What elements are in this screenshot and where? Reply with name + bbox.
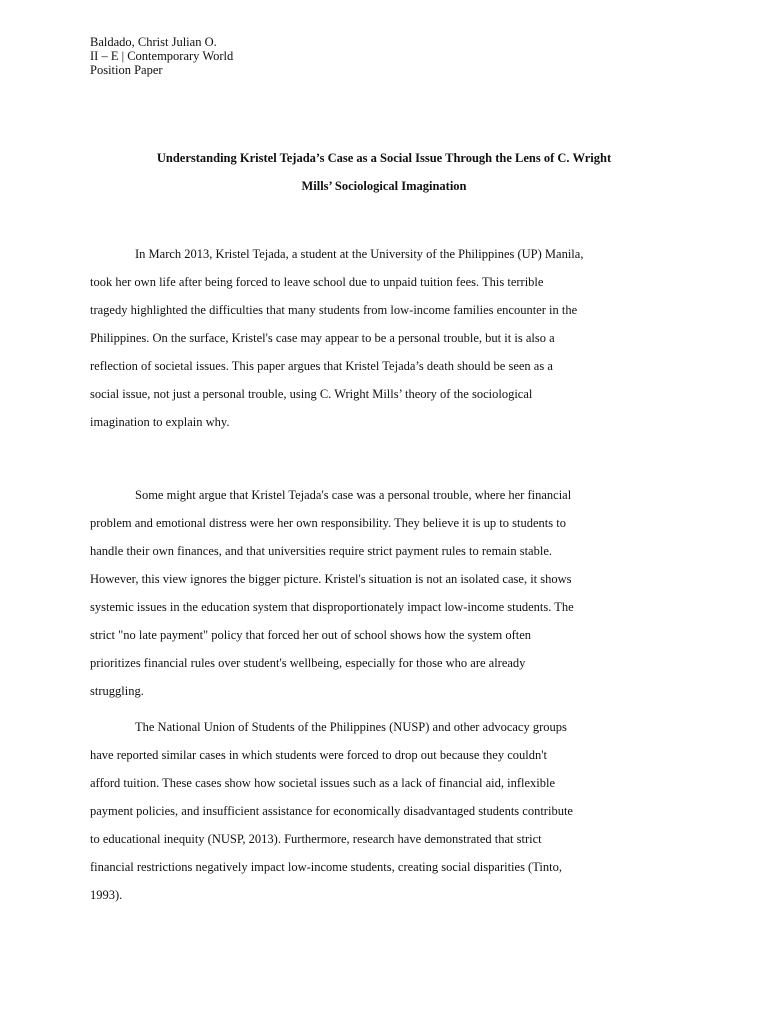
text-line: However, this view ignores the bigger picture. Kristel's situation is not an isolated case, it shows — [90, 572, 572, 586]
text-line: Some might argue that Kristel Tejada's case was a personal trouble, where her financial — [135, 488, 572, 502]
text-line: problem and emotional distress were her own responsibility. They believe it is up to students to — [90, 516, 566, 530]
text-line: social issue, not just a personal trouble, using C. Wright Mills’ theory of the sociological — [90, 387, 533, 401]
text-line: In March 2013, Kristel Tejada, a student at the University of the Philippines (UP) Manila, — [135, 247, 584, 261]
title-line: Mills’ Sociological Imagination — [301, 179, 467, 193]
paragraph-introduction — [90, 240, 680, 436]
paragraph-counterargument — [90, 481, 680, 705]
paragraph-evidence — [90, 713, 680, 909]
text-line: financial restrictions negatively impact low-income students, creating social disparities (Tinto, — [90, 860, 562, 874]
course-line: II – E | Contemporary World — [90, 49, 234, 63]
text-line: have reported similar cases in which students were forced to drop out because they couldn't — [90, 748, 547, 762]
text-line: systemic issues in the education system that disproportionately impact low-income students. The — [90, 600, 574, 614]
author-name: Baldado, Christ Julian O. — [90, 35, 217, 49]
text-line: The National Union of Students of the Philippines (NUSP) and other advocacy groups — [135, 720, 567, 734]
text-line: reflection of societal issues. This paper argues that Kristel Tejada’s death should be seen as a — [90, 359, 553, 373]
text-line: afford tuition. These cases show how societal issues such as a lack of financial aid, inflexible — [90, 776, 556, 790]
text-line: prioritizes financial rules over student's wellbeing, especially for those who are already — [90, 656, 526, 670]
text-line: strict "no late payment" policy that forced her out of school shows how the system often — [90, 628, 532, 642]
text-line: payment policies, and insufficient assistance for economically disadvantaged students contribute — [90, 804, 573, 818]
text-line: struggling. — [90, 684, 144, 698]
header-block — [90, 35, 233, 77]
paper-title — [90, 144, 678, 200]
text-line: tragedy highlighted the difficulties that many students from low-income families encounter in the — [90, 303, 578, 317]
text-line: took her own life after being forced to leave school due to unpaid tuition fees. This terrible — [90, 275, 544, 289]
text-line: to educational inequity (NUSP, 2013). Furthermore, research have demonstrated that strict — [90, 832, 542, 846]
document-type: Position Paper — [90, 63, 163, 77]
title-line: Understanding Kristel Tejada’s Case as a Social Issue Through the Lens of C. Wright — [156, 151, 612, 165]
text-line: imagination to explain why. — [90, 415, 230, 429]
text-line: handle their own finances, and that universities require strict payment rules to remain stable. — [90, 544, 553, 558]
text-line: Philippines. On the surface, Kristel's case may appear to be a personal trouble, but it is also a — [90, 331, 555, 345]
text-line: 1993). — [90, 888, 123, 902]
